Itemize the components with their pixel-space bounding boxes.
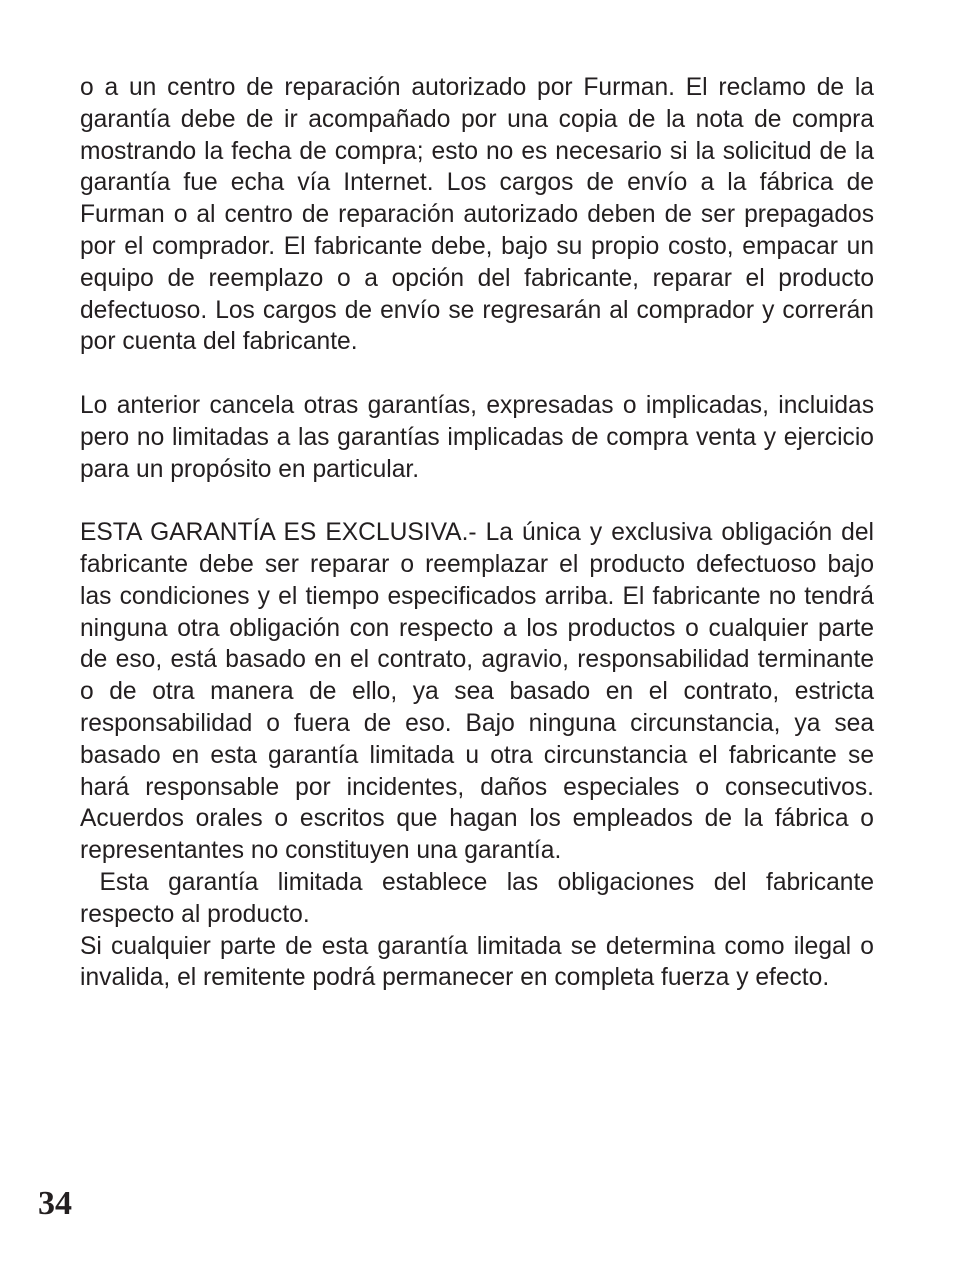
paragraph-repair-shipping: o a un centro de reparación autorizado por Furman. El reclamo de la garantía debe de ir acompañado por una copia de la nota de compra mostrando la fecha de compra; esto no es necesario si la solicitud de la garantía fue echa vía Internet. Los cargos de envío a la fábrica de Furman o al centro de reparación autorizado deben de ser prepagados por el comprador. El fabricante debe, bajo su propio costo, empacar un equipo de reemplazo o a opción del fabricante, reparar el producto defectuoso. Los cargos de envío se regresarán al comprador y correrán por cuenta del fabricante. [80, 74, 874, 356]
paragraph-exclusive-warranty: ESTA GARANTÍA ES EXCLUSIVA.- La única y exclusiva obligación del fabricante debe ser reparar o reemplazar el producto defectuoso bajo las condiciones y el tiempo especificados arriba. El fabricante no tendrá ninguna otra obligación con respecto a los productos o cualquier parte de eso, está basado en el contrato, agravio, responsabilidad terminante o de otra manera de ello, ya sea basado en el contrato, estricta responsabilidad o fuera de eso. Bajo ninguna circunstancia, ya sea basado en esta garantía limitada u otra circunstancia el fabricante se hará responsable por incidentes, daños especiales o consecutivos. Acuerdos orales o escritos que hagan los empleados de la fábrica o representantes no constituyen una garantía. [80, 519, 874, 865]
body-text [80, 72, 881, 994]
paragraph-obligations: Esta garantía limitada establece las obligaciones del fabricante respecto al producto. [80, 868, 881, 928]
paragraph-severability: Si cualquier parte de esta garantía limitada se determina como ilegal o invalida, el remitente podrá permanecer en completa fuerza y efecto. [80, 932, 874, 992]
paragraph-other-warranties: Lo anterior cancela otras garantías, expresadas o implicadas, incluidas pero no limitadas a las garantías implicadas de compra venta y ejercicio para un propósito en particular. [80, 391, 874, 483]
page-number: 34 [38, 1185, 72, 1222]
